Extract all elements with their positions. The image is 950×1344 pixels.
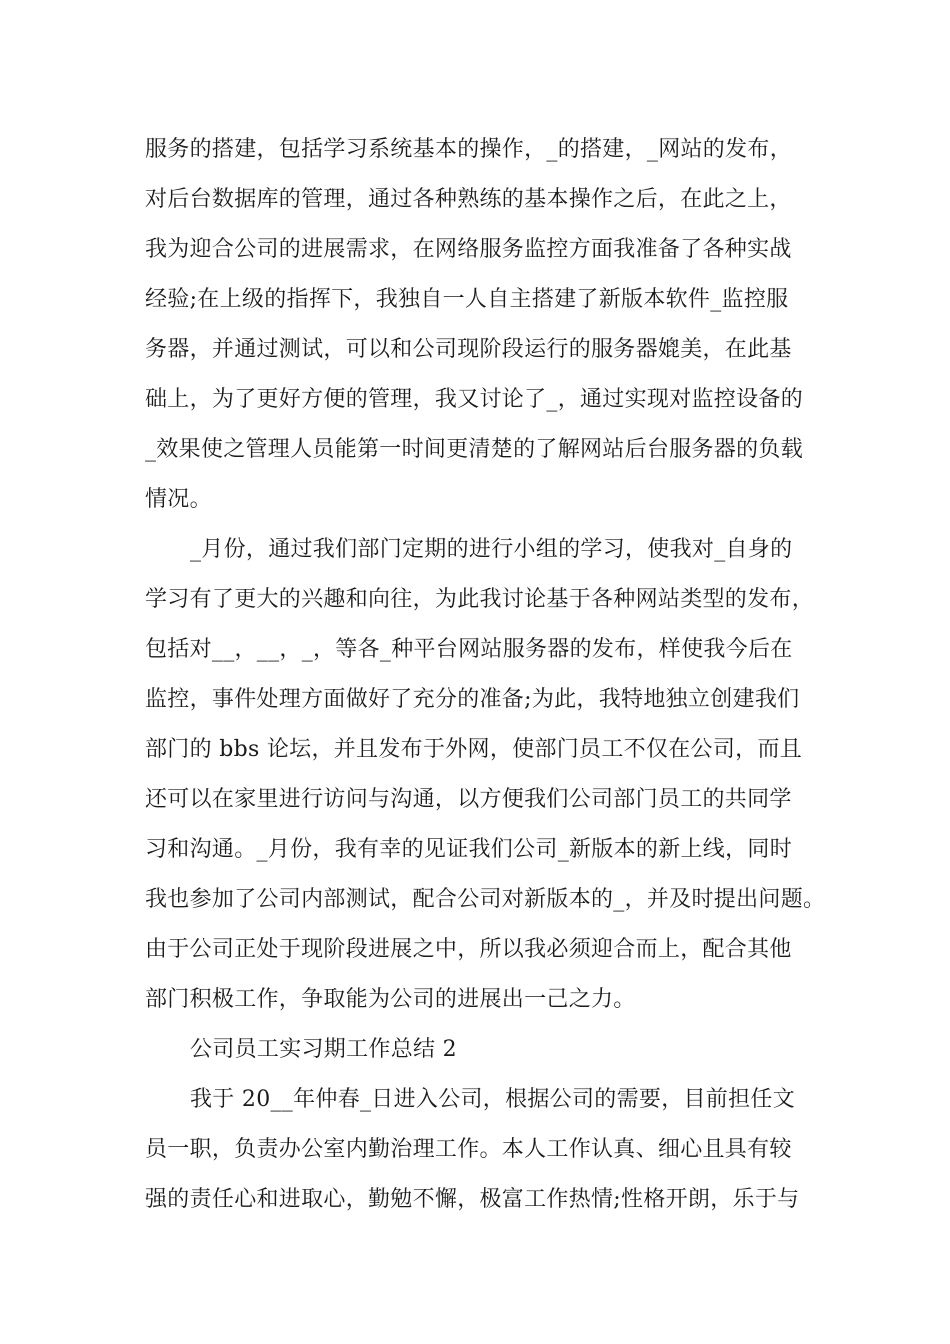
section-title: 公司员工实习期工作总结 2 bbox=[190, 1037, 457, 1062]
paragraph-1-line-3: 我为迎合公司的进展需求，在网络服务监控方面我准备了各种实战 bbox=[145, 237, 792, 262]
paragraph-3-line-2: 员一职，负责办公室内勤治理工作。本人工作认真、细心且具有较 bbox=[145, 1137, 792, 1162]
paragraph-1-line-6: 础上，为了更好方便的管理，我又讨论了_，通过实现对监控设备的 bbox=[145, 387, 804, 412]
paragraph-2-line-10: 部门积极工作，争取能为公司的进展出一己之力。 bbox=[145, 987, 636, 1012]
paragraph-2-line-2: 学习有了更大的兴趣和向往，为此我讨论基于各种网站类型的发布， bbox=[145, 587, 815, 612]
paragraph-3-line-3: 强的责任心和进取心，勤勉不懈，极富工作热情;性格开朗，乐于与 bbox=[145, 1187, 800, 1212]
paragraph-2-line-3: 包括对__，__，_，等各_种平台网站服务器的发布，样使我今后在 bbox=[145, 637, 793, 662]
paragraph-1-line-5: 务器，并通过测试，可以和公司现阶段运行的服务器媲美，在此基 bbox=[145, 337, 792, 362]
paragraph-2-line-7: 习和沟通。_月份，我有幸的见证我们公司_新版本的新上线，同时 bbox=[145, 837, 793, 862]
paragraph-2-line-6: 还可以在家里进行访问与沟通，以方便我们公司部门员工的共同学 bbox=[145, 787, 792, 812]
paragraph-1-line-7: _效果使之管理人员能第一时间更清楚的了解网站后台服务器的负载 bbox=[145, 437, 804, 462]
paragraph-2-line-5: 部门的 bbs 论坛，并且发布于外网，使部门员工不仅在公司，而且 bbox=[145, 737, 803, 762]
paragraph-1-line-2: 对后台数据库的管理，通过各种熟练的基本操作之后，在此之上， bbox=[145, 187, 792, 212]
paragraph-1-line-4: 经验;在上级的指挥下，我独自一人自主搭建了新版本软件_监控服 bbox=[145, 287, 789, 312]
paragraph-3-line-1: 我于 20__年仲春_日进入公司，根据公司的需要，目前担任文 bbox=[190, 1087, 795, 1112]
paragraph-2-line-4: 监控，事件处理方面做好了充分的准备;为此，我特地独立创建我们 bbox=[145, 687, 800, 712]
paragraph-1-line-1: 服务的搭建，包括学习系统基本的操作，_的搭建，_网站的发布， bbox=[145, 137, 793, 162]
paragraph-2-line-1: _月份，通过我们部门定期的进行小组的学习，使我对_自身的 bbox=[190, 537, 793, 562]
paragraph-2-line-8: 我也参加了公司内部测试，配合公司对新版本的_，并及时提出问题。 bbox=[145, 887, 826, 912]
paragraph-1-line-8: 情况。 bbox=[145, 487, 212, 512]
paragraph-2-line-9: 由于公司正处于现阶段进展之中，所以我必须迎合而上，配合其他 bbox=[145, 937, 792, 962]
